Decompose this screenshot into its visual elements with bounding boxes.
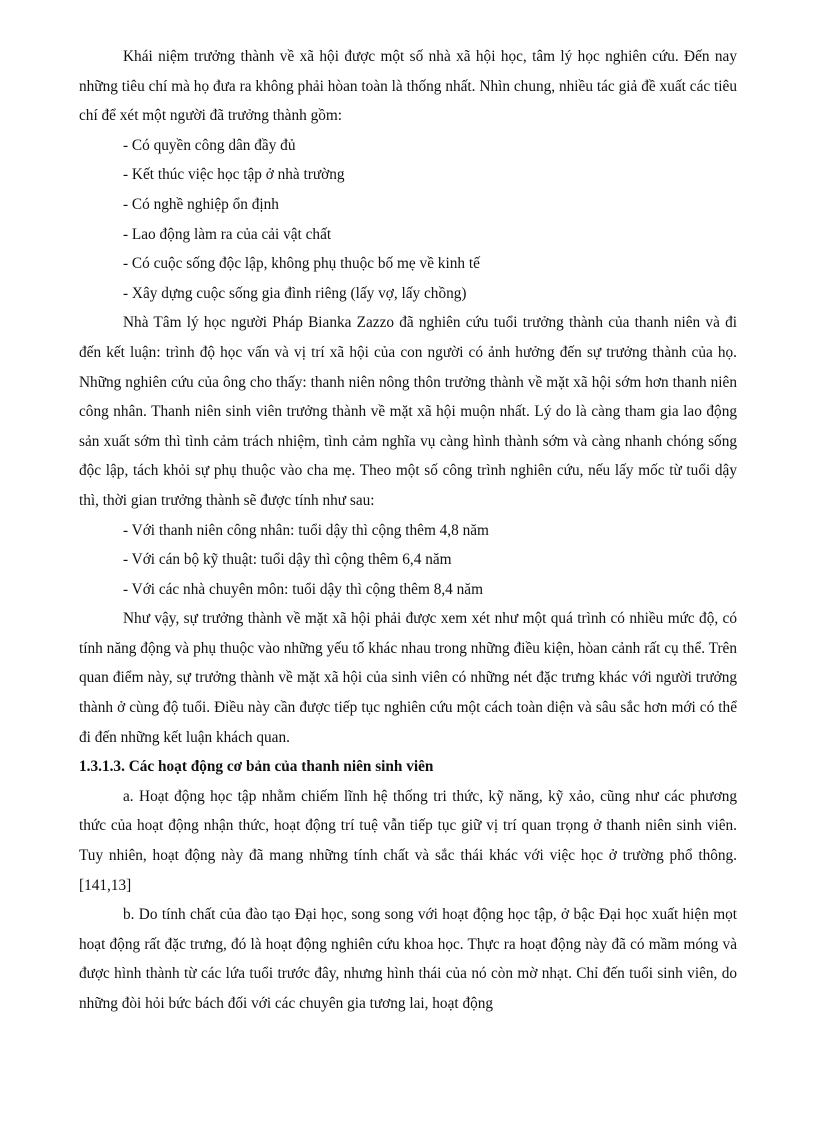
list-item: - Có quyền công dân đầy đủ [123,136,296,154]
paragraph-b: b. Do tính chất của đào tạo Đại học, song song với hoạt động học tập, ở bậc Đại học xuất hiện mọt hoạt động rất đặc trưng, đó là hoạt động nghiên cứu khoa học. Thực ra hoạt động này đã có mầm móng và được hình thành từ các lứa tuổi trước đây, nhưng hình thái của nó còn mờ nhạt. Chỉ đến tuổi sinh viên, do những đòi hỏi bức bách đối với các chuyên gia tương lai, hoạt động [79,906,737,1012]
list-item: - Có nghề nghiệp ổn định [123,195,279,213]
list-item: - Với các nhà chuyên môn: tuổi dậy thì cộng thêm 8,4 năm [123,580,483,598]
list-item: - Với thanh niên công nhân: tuổi dậy thì cộng thêm 4,8 năm [123,521,489,539]
paragraph-conclusion: Như vậy, sự trưởng thành về mặt xã hội phải được xem xét như một quá trình có nhiều mức độ, có tính năng động và phụ thuộc vào những yếu tố khác nhau trong những điều kiện, hòan cảnh rất cụ thể. Trên quan điểm này, sự trưởng thành về mặt xã hội của sinh viên có những nét đặc trưng khác với người trưởng thành ở cùng độ tuổi. Điều này cần được tiếp tục nghiên cứu một cách toàn diện và sâu sắc hơn mới có thể đi đến những kết luận khách quan. [79,610,737,746]
list-item: - Xây dựng cuộc sống gia đình riêng (lấy vợ, lấy chồng) [123,284,467,302]
document-page [79,42,737,1019]
list-item: - Có cuộc sống độc lập, không phụ thuộc bố mẹ về kinh tế [123,255,480,273]
criteria-list [79,131,737,309]
list-item: - Lao động làm ra của cải vật chất [123,225,332,243]
list-item: - Với cán bộ kỹ thuật: tuổi dậy thì cộng thêm 6,4 năm [123,551,452,569]
paragraph-zazzo: Nhà Tâm lý học người Pháp Bianka Zazzo đã nghiên cứu tuổi trưởng thành của thanh niên và đi đến kết luận: trình độ học vấn và vị trí xã hội của con người có ảnh hưởng đến sự trưởng thành của họ. Những nghiên cứu của ông cho thấy: thanh niên nông thôn trưởng thành về mặt xã hội sớm hơn thanh niên công nhân. Thanh niên sinh viên trưởng thành về mặt xã hội muộn nhất. Lý do là càng tham gia lao động sản xuất sớm thì tình cảm trách nhiệm, tình cảm nghĩa vụ càng hình thành sớm và càng nhanh chóng sống độc lập, tách khỏi sự phụ thuộc vào cha mẹ. Theo một số công trình nghiên cứu, nếu lấy mốc từ tuổi dậy thì, thời gian trưởng thành sẽ được tính như sau: [79,314,737,509]
section-heading: 1.3.1.3. Các hoạt động cơ bản của thanh niên sinh viên [79,758,434,776]
list-item: - Kết thúc việc học tập ở nhà trường [123,166,345,184]
maturity-list [79,516,737,605]
paragraph-a: a. Hoạt động học tập nhằm chiếm lĩnh hệ thống tri thức, kỹ năng, kỹ xảo, cũng như các phương thức của hoạt động nhận thức, hoạt động trí tuệ vẫn tiếp tục giữ vị trí quan trọng ở thanh niên sinh viên. Tuy nhiên, hoạt động này đã mang những tính chất và sắc thái khác với việc học ở trường phổ thông. [141,13] [79,787,737,894]
paragraph-intro: Khái niệm trưởng thành về xã hội được một số nhà xã hội học, tâm lý học nghiên cứu. Đến nay những tiêu chí mà họ đưa ra không phải hòan toàn là thống nhất. Nhìn chung, nhiều tác giả đề xuất các tiêu chí để xét một người đã trưởng thành gồm: [79,48,737,125]
